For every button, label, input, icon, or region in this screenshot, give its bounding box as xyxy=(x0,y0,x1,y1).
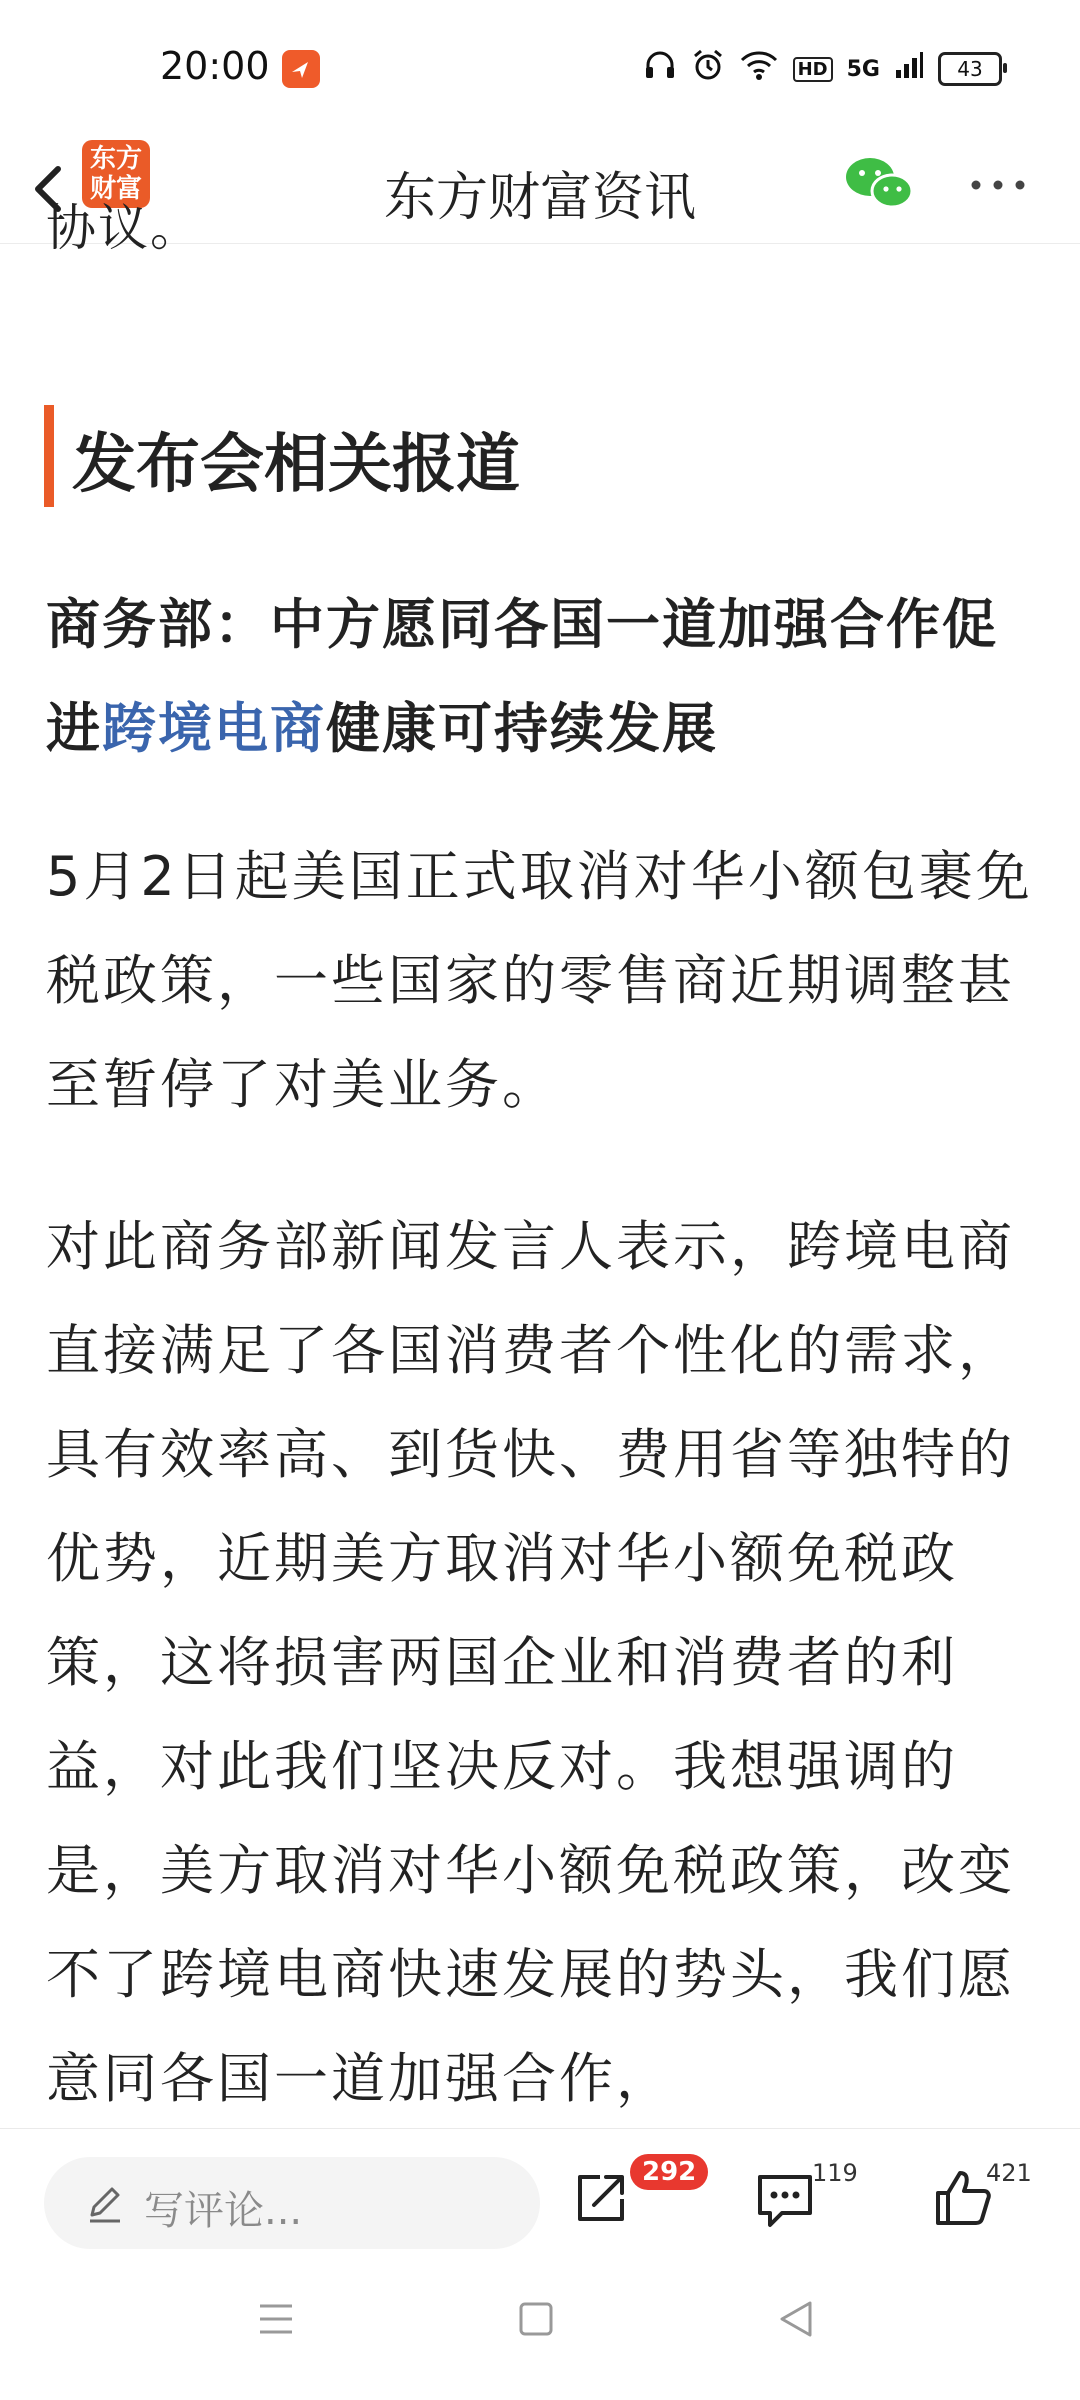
status-time: 20:00 xyxy=(160,44,270,88)
like-count: 421 xyxy=(986,2159,1032,2187)
share-button[interactable] xyxy=(570,2167,632,2229)
status-bar xyxy=(0,0,1080,135)
recent-apps-button[interactable] xyxy=(256,2300,296,2338)
system-back-button[interactable] xyxy=(776,2298,816,2340)
battery-level: 43 xyxy=(957,57,983,81)
alarm-icon xyxy=(691,48,725,90)
network-type: 5G xyxy=(846,56,880,82)
logo-line-2: 财富 xyxy=(89,174,142,204)
status-icons xyxy=(643,48,1002,90)
share-count-badge: 292 xyxy=(630,2154,708,2190)
system-navigation-bar xyxy=(0,2258,1080,2400)
app-notification-icon xyxy=(282,50,320,88)
section-accent-bar xyxy=(44,405,54,507)
comment-input[interactable] xyxy=(44,2157,540,2249)
page-title: 东方财富资讯 xyxy=(383,168,696,228)
wechat-share-icon[interactable] xyxy=(842,153,914,213)
partial-text-line: 协议。 xyxy=(46,199,202,257)
home-button[interactable] xyxy=(518,2300,554,2338)
paragraph-2: 对此商务部新闻发言人表示，跨境电商直接满足了各国消费者个性化的需求，具有效率高、到货快、费用省等独特的优势，近期美方取消对华小额免税政策，这将损害两国企业和消费者的利益，对此我们坚决反对。我想强调的是，美方取消对华小额免税政策，改变不了跨境电商快速发展的势头，我们愿意同各国一道加强合作， xyxy=(46,1215,1015,2110)
hd-icon: HD xyxy=(793,57,833,82)
comment-placeholder: 写评论... xyxy=(144,2188,303,2234)
comments-button[interactable] xyxy=(752,2169,818,2231)
cross-border-ecommerce-link[interactable]: 跨境电商 xyxy=(102,697,326,760)
headphones-icon xyxy=(643,49,677,89)
comment-count: 119 xyxy=(812,2159,858,2187)
subheading-prefix: 商务部：中方愿同各国一道加强合作促进 xyxy=(46,593,998,760)
logo-line-1: 东方 xyxy=(89,144,142,174)
section-title: 发布会相关报道 xyxy=(72,428,520,502)
signal-icon xyxy=(894,50,924,88)
paragraph-1: 5月2日起美国正式取消对华小额包裹免税政策，一些国家的零售商近期调整甚至暂停了对美业务。 xyxy=(46,845,1033,1116)
battery-icon xyxy=(938,52,1002,86)
article-subheading xyxy=(46,573,1046,781)
bottom-action-bar xyxy=(0,2128,1080,2259)
article-content[interactable] xyxy=(0,199,1080,2128)
wifi-icon xyxy=(739,49,779,89)
subheading-suffix: 健康可持续发展 xyxy=(326,697,718,760)
more-options-icon[interactable] xyxy=(968,175,1028,195)
pencil-icon xyxy=(82,2181,128,2227)
